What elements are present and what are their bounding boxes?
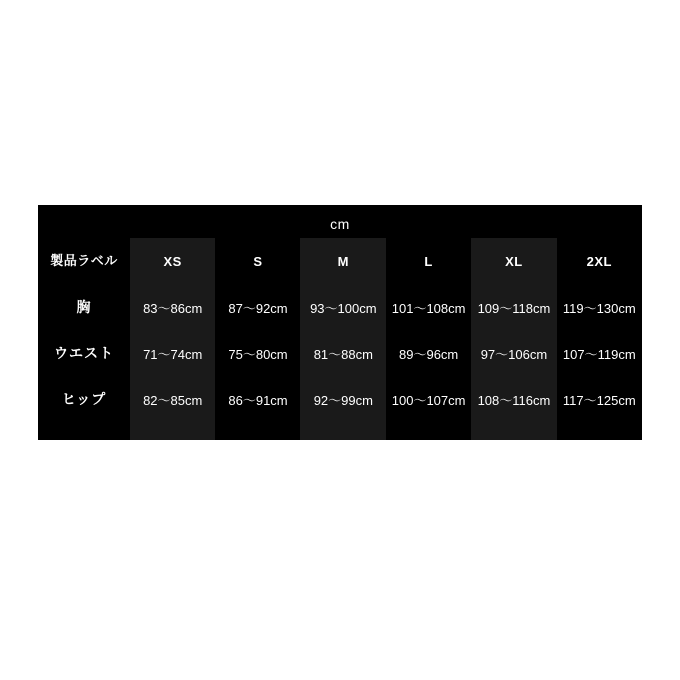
table-head bbox=[38, 238, 642, 284]
cell-chest-xs: 83〜86cm bbox=[143, 300, 203, 316]
row-label-waist: ウエスト bbox=[54, 344, 115, 361]
cell-hip-xs: 82〜85cm bbox=[143, 392, 203, 408]
cell-chest-2xl: 119〜130cm bbox=[562, 300, 636, 316]
column-header-2xl: 2XL bbox=[586, 253, 612, 269]
cell-waist-m: 81〜88cm bbox=[313, 346, 373, 362]
table-body bbox=[38, 284, 642, 422]
table-header-row bbox=[38, 238, 642, 284]
column-header-xs: XS bbox=[163, 253, 182, 269]
cell-waist-2xl: 107〜119cm bbox=[562, 346, 636, 362]
table-row bbox=[38, 330, 642, 376]
size-table bbox=[38, 238, 642, 422]
column-header-xl: XL bbox=[505, 253, 523, 269]
cell-chest-l: 101〜108cm bbox=[391, 300, 466, 316]
column-header-m: M bbox=[337, 253, 349, 269]
cell-hip-m: 92〜99cm bbox=[313, 392, 373, 408]
column-header-l: L bbox=[424, 253, 433, 269]
column-header-label: 製品ラベル bbox=[50, 253, 118, 268]
row-label-chest: 胸 bbox=[76, 298, 92, 315]
cell-waist-l: 89〜96cm bbox=[399, 346, 459, 362]
cell-waist-xs: 71〜74cm bbox=[143, 346, 203, 362]
size-table-container bbox=[38, 238, 642, 422]
cell-waist-xl: 97〜106cm bbox=[480, 346, 548, 362]
table-row bbox=[38, 284, 642, 330]
cell-waist-s: 75〜80cm bbox=[228, 346, 288, 362]
cell-chest-xl: 109〜118cm bbox=[477, 300, 551, 316]
cell-chest-m: 93〜100cm bbox=[310, 300, 377, 316]
row-label-hip: ヒップ bbox=[61, 390, 107, 407]
cell-hip-s: 86〜91cm bbox=[228, 392, 288, 408]
cell-hip-xl: 108〜116cm bbox=[477, 392, 551, 408]
cell-hip-l: 100〜107cm bbox=[391, 392, 466, 408]
column-header-s: S bbox=[253, 253, 263, 269]
table-row bbox=[38, 376, 642, 422]
cell-chest-s: 87〜92cm bbox=[228, 300, 288, 316]
unit-label: cm bbox=[330, 216, 350, 232]
cell-hip-2xl: 117〜125cm bbox=[562, 392, 636, 408]
